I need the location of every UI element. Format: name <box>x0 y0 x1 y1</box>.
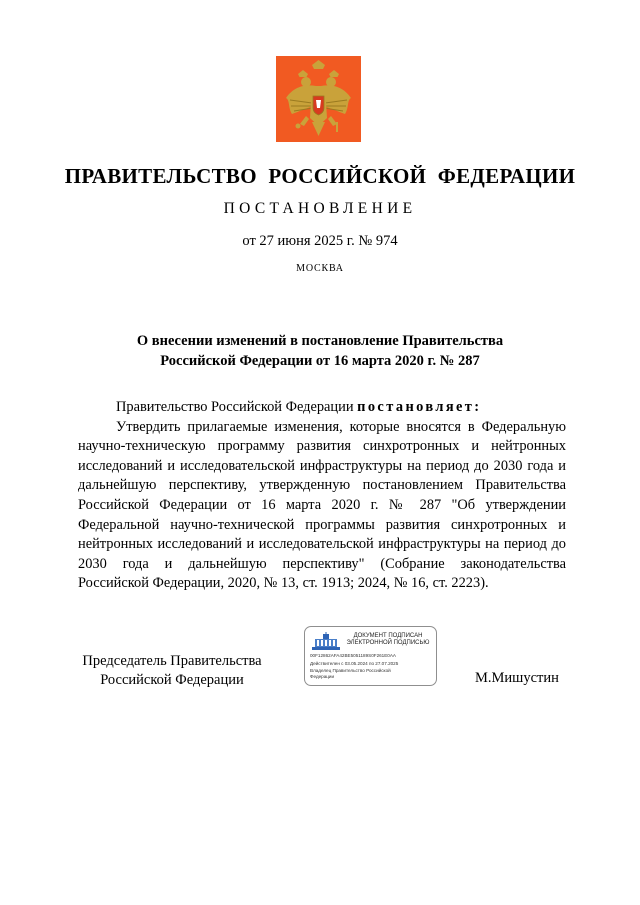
stamp-heading-line-1: ДОКУМЕНТ ПОДПИСАН <box>353 633 423 639</box>
heading-line-2: Российской Федерации от 16 марта 2020 г. № 287 <box>160 353 480 369</box>
stamp-owner-line-2: Федерации <box>310 674 335 679</box>
decree-paragraph: Утвердить прилагаемые изменения, которые вносятся в Федеральную научно-техническую программу развития синхротронных и нейтронных исследований и исследовательской инфраструктуры на период до 2030 года и дальнейшую перспективу, утвержденную постановлением Правительства Российской Федерации от 16 марта 2020 г. № 287 "Об утверждении Федеральной научно-технической программы развития синхротронных и нейтронных исследований и исследовательской инфраструктуры на период до 2030 года и дальнейшую перспективу" (Собрание законодательства Российской Федерации, 2020, № 13, ст. 1913; 2024, № 16, ст. 2223). <box>78 418 566 592</box>
coat-of-arms-emblem <box>276 56 361 142</box>
stamp-certificate: 00F12862AFA42BE5051189S0F261E0AA <box>310 653 396 658</box>
government-building-icon <box>311 632 341 652</box>
signer-position-line-2: Российской Федерации <box>100 672 244 688</box>
signer-position-line-1: Председатель Правительства <box>82 653 262 669</box>
decree-word: постановляет: <box>357 399 482 415</box>
decree-intro-text: Правительство Российской Федерации <box>116 399 358 415</box>
document-body <box>78 398 566 594</box>
stamp-heading <box>343 633 433 648</box>
city-label: МОСКВА <box>296 263 344 274</box>
decree-intro <box>78 398 566 418</box>
document-type: ПОСТАНОВЛЕНИЕ <box>223 200 417 217</box>
electronic-signature-stamp <box>304 626 437 686</box>
stamp-heading-line-2: ЭЛЕКТРОННОЙ ПОДПИСЬЮ <box>346 640 430 647</box>
document-date-number: от 27 июня 2025 г. № 974 <box>242 233 398 249</box>
double-headed-eagle-icon <box>276 56 361 142</box>
heading-line-1: О внесении изменений в постановление Правительства <box>136 333 504 349</box>
document-heading <box>0 331 640 371</box>
government-title: ПРАВИТЕЛЬСТВО РОССИЙСКОЙ ФЕДЕРАЦИИ <box>64 164 576 188</box>
stamp-owner-line-1: Владелец Правительство Российской <box>310 668 391 673</box>
signer-name: М.Мишустин <box>475 670 559 686</box>
signer-position <box>72 652 272 690</box>
stamp-validity: Действителен с 03.05.2024 по 27.07.2025 <box>310 661 399 666</box>
